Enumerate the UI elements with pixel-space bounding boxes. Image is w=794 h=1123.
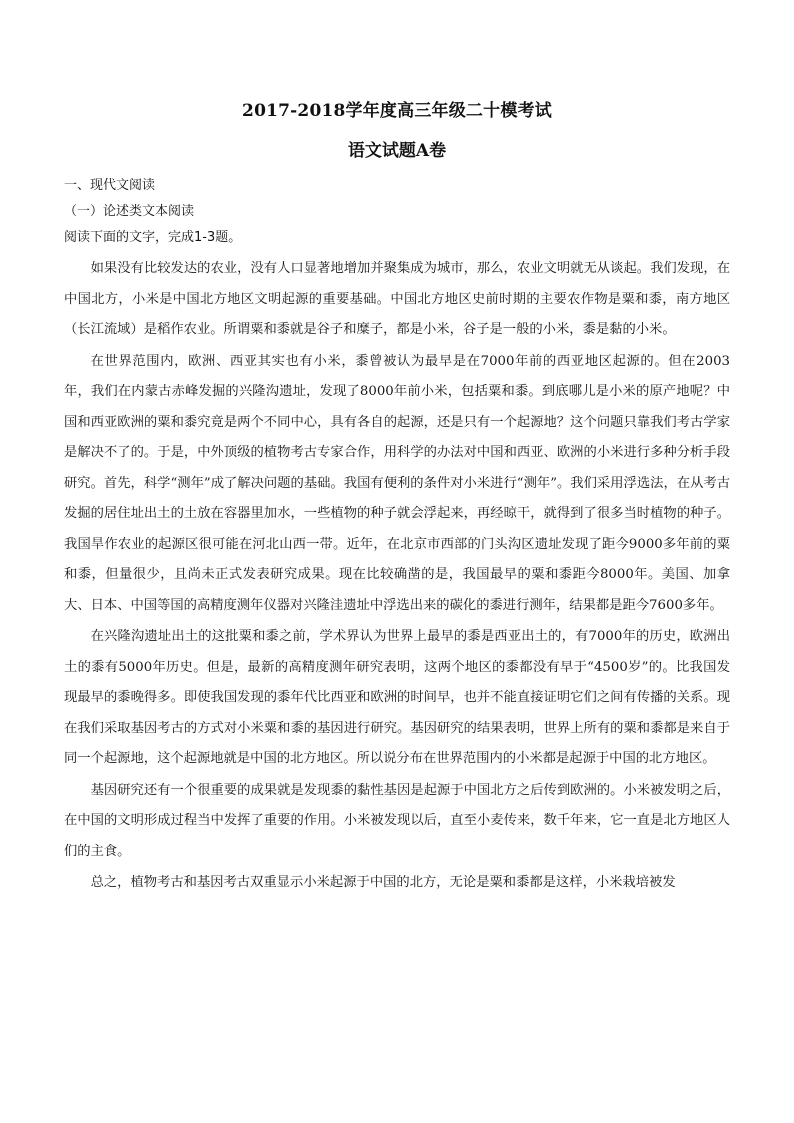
paragraph-4: 基因研究还有一个很重要的成果就是发现黍的黏性基因是起源于中国北方之后传到欧洲的。小米被发明之后，在中国的文明形成过程当中发挥了重要的作用。小米被发现以后，直至小麦传来，数千年来，它一直是北方地区人们的主食。 [64, 782, 730, 859]
exam-title: 2017-2018学年度高三年级二十模考试 [242, 101, 552, 121]
paragraph-2: 在世界范围内，欧洲、西亚其实也有小米，黍曾被认为最早是在7000年前的西亚地区起源的。但在2003年，我们在内蒙古赤峰发掘的兴隆沟遗址，发现了8000年前小米，包括粟和黍。到底哪儿是小米的原产地呢？中国和西亚欧洲的粟和黍究竟是两个不同中心，具有各自的起源，还是只有一个起源地？这个问题只靠我们考古学家是解决不了的。于是，中外顶级的植物考古专家合作，用科学的办法对中国和西亚、欧洲的小米进行多种分析手段研究。首先，科学“测年”成了解决问题的基础。我国有便利的条件对小米进行“测年”。我们采用浮选法，在从考古发掘的居住址出土的土放在容器里加水，一些植物的种子就会浮起来，再经晾干，就得到了很多当时植物的种子。我国旱作农业的起源区很可能在河北山西一带。近年，在北京市西部的门头沟区遗址发现了距今9000多年前的粟和黍，但量很少，且尚未正式发表研究成果。现在比较确凿的是，我国最早的粟和黍距今8000年。美国、加拿大、日本、中国等国的高精度测年仪器对兴隆洼遗址中浮选出来的碳化的黍进行测年，结果都是距今7600多年。 [64, 353, 730, 613]
exam-subtitle: 语文试题A卷 [347, 141, 447, 161]
subsection-heading: （一）论述类文本阅读 [64, 204, 195, 219]
paragraph-1: 如果没有比较发达的农业，没有人口显著地增加并聚集成为城市，那么，农业文明就无从谈起。我们发现，在中国北方，小米是中国北方地区文明起源的重要基础。中国北方地区史前时期的主要农作物是粟和黍，南方地区（长江流域）是稻作农业。所谓粟和黍就是谷子和糜子，都是小米，谷子是一般的小米，黍是黏的小米。 [64, 261, 730, 337]
paragraph-5: 总之，植物考古和基因考古双重显示小米起源于中国的北方，无论是粟和黍都是这样，小米栽培被发 [90, 875, 676, 890]
section-heading: 一、现代文阅读 [64, 178, 156, 193]
reading-instruction: 阅读下面的文字，完成1-3题。 [64, 230, 242, 245]
paragraph-3: 在兴隆沟遗址出土的这批粟和黍之前，学术界认为世界上最早的黍是西亚出土的，有7000年的历史，欧洲出土的黍有5000年历史。但是，最新的高精度测年研究表明，这两个地区的黍都没有早于“4500岁”的。比我国发现最早的黍晚得多。即使我国发现的黍年代比西亚和欧洲的时间早，也并不能直接证明它们之间有传播的关系。现在我们采取基因考古的方式对小米粟和黍的基因进行研究。基因研究的结果表明，世界上所有的粟和黍都是来自于同一个起源地，这个起源地就是中国的北方地区。所以说分布在世界范围内的小米都是起源于中国的北方地区。 [64, 629, 730, 766]
